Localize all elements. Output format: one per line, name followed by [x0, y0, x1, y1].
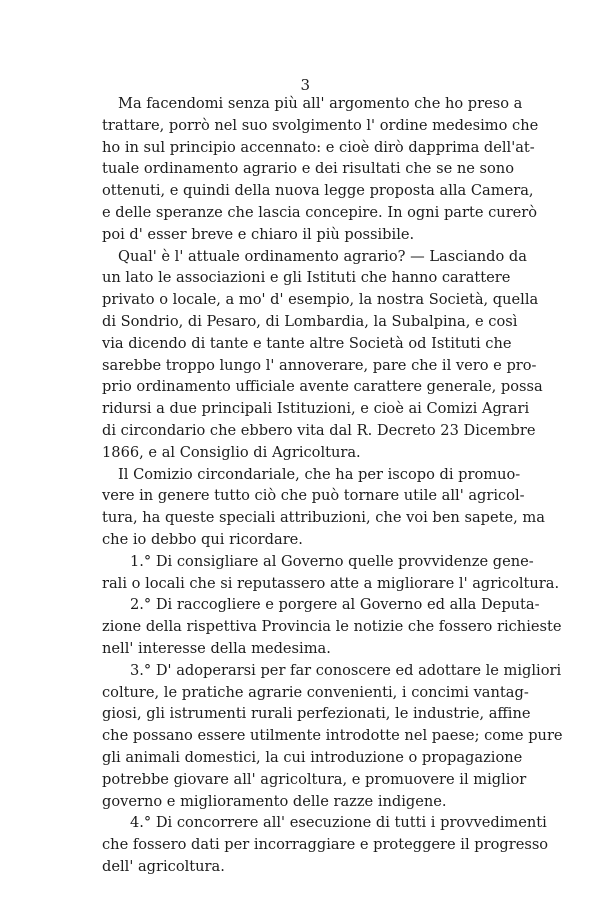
text-line: 2.° Di raccogliere e porgere al Governo ed alla Deputa- [130, 596, 540, 614]
text-line: e delle speranze che lascia concepire. In ogni parte curerò [102, 203, 538, 221]
text-line: trattare, porrò nel suo svolgimento l' ordine medesimo che [102, 116, 539, 134]
text-line: tuale ordinamento agrario e dei risultati che se ne sono [102, 160, 514, 178]
text-line: ho in sul principio accennato: e cioè dirò dapprima dell'at- [102, 138, 535, 156]
text-line: giosi, gli istrumenti rurali perfezionati, le industrie, affine [102, 705, 531, 723]
text-line: di circondario che ebbero vita dal R. Decreto 23 Dicembre [102, 421, 536, 439]
text-line: poi d' esser breve e chiaro il più possibile. [102, 225, 415, 243]
text-line: un lato le associazioni e gli Istituti che hanno carattere [102, 269, 511, 287]
text-line: colture, le pratiche agrarie convenienti, i concimi vantag- [102, 683, 529, 701]
text-line: nell' interesse della medesima. [102, 639, 331, 657]
text-line: vere in genere tutto ciò che può tornare utile all' agricol- [102, 487, 525, 505]
text-line: potrebbe giovare all' agricoltura, e promuovere il miglior [102, 770, 527, 788]
text-line: 3.° D' adoperarsi per far conoscere ed adottare le migliori [130, 661, 562, 679]
text-line: prio ordinamento ufficiale avente carattere generale, possa [102, 378, 543, 396]
text-line: 1.° Di consigliare al Governo quelle provvidenze gene- [130, 552, 534, 570]
text-line: privato o locale, a mo' d' esempio, la nostra Società, quella [102, 291, 539, 309]
body-text [102, 93, 563, 878]
text-line: 1866, e al Consiglio di Agricoltura. [102, 443, 361, 461]
text-line: zione della rispettiva Provincia le notizie che fossero richieste [102, 618, 562, 636]
text-line: che possano essere utilmente introdotte nel paese; come pure [102, 727, 563, 745]
text-line: ridursi a due principali Istituzioni, e cioè ai Comizi Agrari [102, 400, 530, 418]
text-line: Qual' è l' attuale ordinamento agrario? — Lasciando da [118, 247, 527, 265]
text-line: gli animali domestici, la cui introduzione o propagazione [102, 748, 523, 766]
text-line: Ma facendomi senza più all' argomento che ho preso a [118, 95, 523, 112]
text-line: che io debbo qui ricordare. [102, 530, 303, 548]
text-line: che fossero dati per incorraggiare e proteggere il progresso [102, 836, 549, 854]
text-line: sarebbe troppo lungo l' annoverare, pare che il vero e pro- [102, 356, 537, 374]
text-line: 4.° Di concorrere all' esecuzione di tutti i provvedimenti [130, 814, 547, 832]
text-line: tura, ha queste speciali attribuzioni, che voi ben sapete, ma [102, 509, 545, 527]
text-line: dell' agricoltura. [102, 857, 225, 875]
text-line: governo e miglioramento delle razze indigene. [102, 792, 447, 810]
page-number: 3 [300, 76, 311, 94]
text-line: Il Comizio circondariale, che ha per iscopo di promuo- [118, 465, 521, 483]
text-line: ottenuti, e quindi della nuova legge proposta alla Camera, [102, 182, 534, 200]
text-line: di Sondrio, di Pesaro, di Lombardia, la Subalpina, e così [102, 312, 518, 330]
text-line: rali o locali che si reputassero atte a migliorare l' agricoltura. [102, 574, 560, 592]
text-line: via dicendo di tante e tante altre Società od Istituti che [102, 334, 512, 352]
